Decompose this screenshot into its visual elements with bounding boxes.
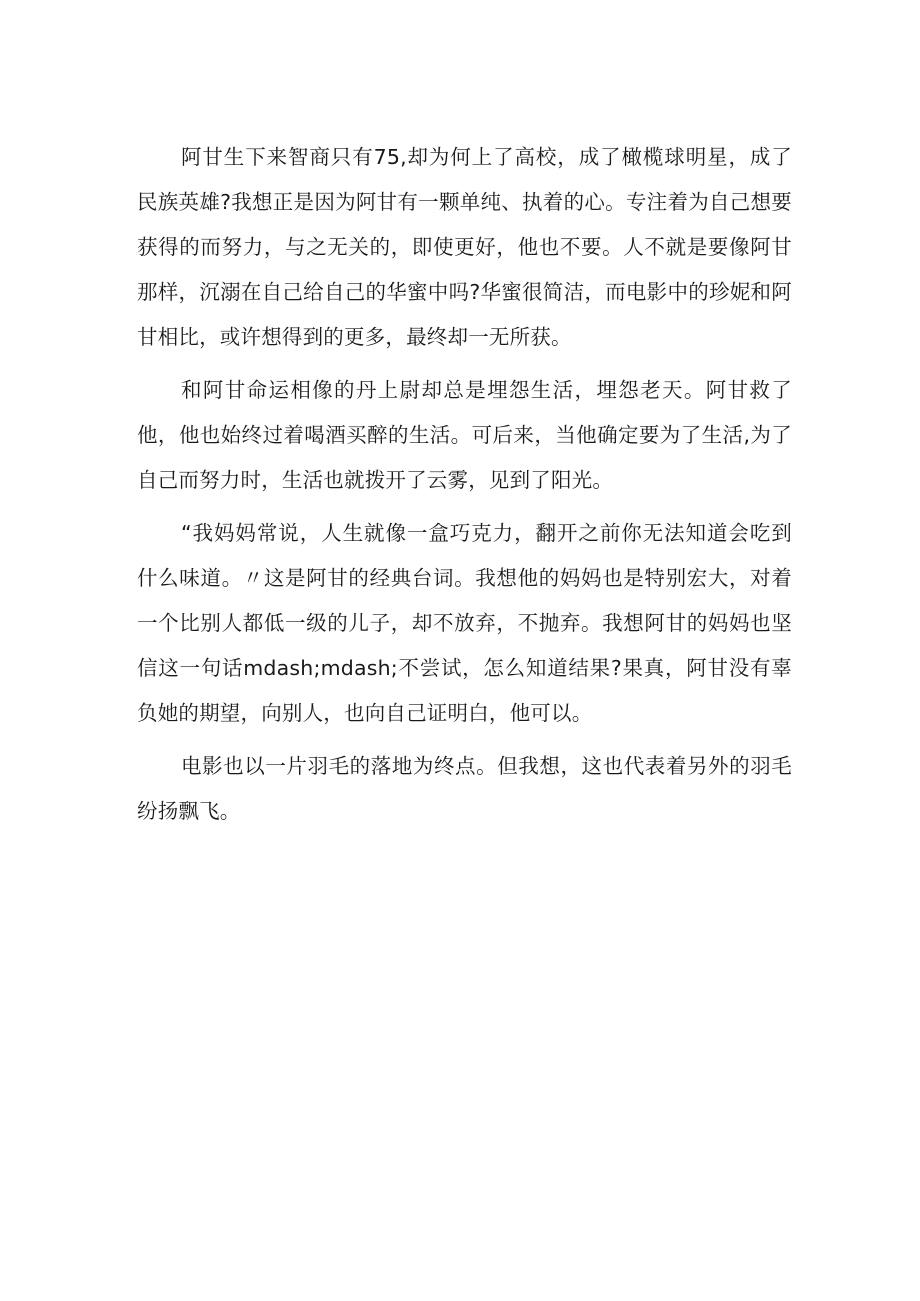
paragraph-4: 电影也以一片羽毛的落地为终点。但我想，这也代表着另外的羽毛纷扬飘飞。	[137, 754, 792, 823]
paragraph-3: “我妈妈常说，人生就像一盒巧克力，翻开之前你无法知道会吃到什么味道。〃这是阿甘的经典台词。我想他的妈妈也是特别宏大，对着一个比别人都低一级的儿子，却不放弃，不抛弃。我想阿甘的妈妈也坚信这一句话mdash;mdash;不尝试，怎么知道结果?果真，阿甘没有辜负她的期望，向别人，也向自己证明白，他可以。	[137, 521, 792, 725]
paragraph-1: 阿甘生下来智商只有75,却为何上了高校，成了橄榄球明星，成了民族英雄?我想正是因为阿甘有一颗单纯、执着的心。专注着为自己想要获得的而努力，与之无关的，即使更好，他也不要。人不就是要像阿甘那样，沉溺在自己给自己的华蜜中吗?华蜜很简洁，而电影中的珍妮和阿甘相比，或许想得到的更多，最终却一无所获。	[137, 145, 792, 349]
document-body	[137, 135, 792, 842]
paragraph-2: 和阿甘命运相像的丹上尉却总是埋怨生活，埋怨老天。阿甘救了他，他也始终过着喝酒买醉的生活。可后来，当他确定要为了生活,为了自己而努力时，生活也就拨开了云雾，见到了阳光。	[137, 378, 792, 492]
